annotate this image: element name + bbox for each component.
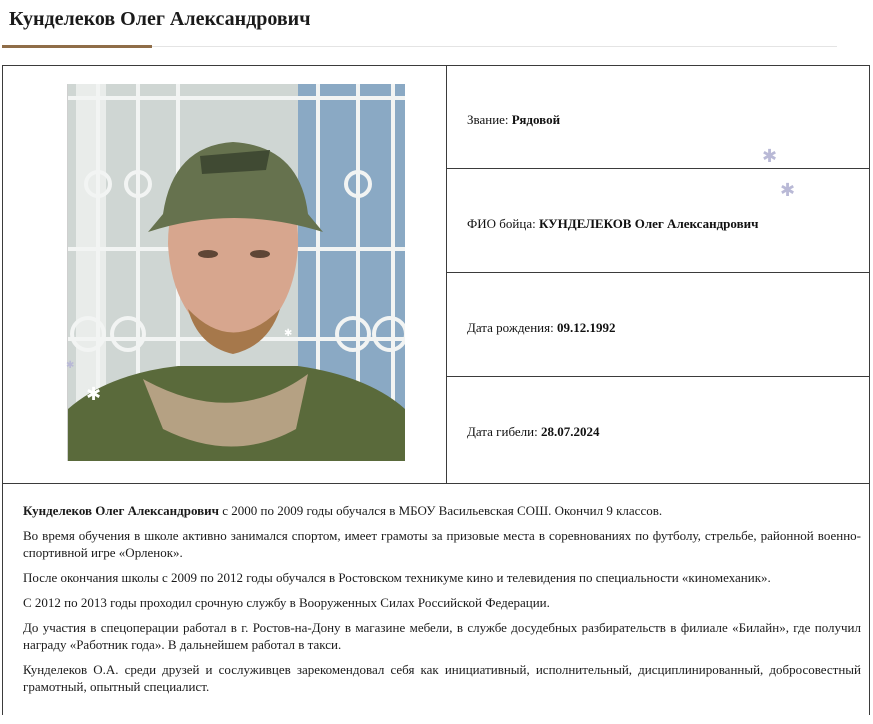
photo-cell	[3, 66, 447, 483]
bio-paragraph-1	[23, 502, 861, 519]
snowflake-icon: ✱	[284, 328, 293, 339]
bio-paragraph-3: После окончания школы с 2009 по 2012 годы обучался в Ростовском техникуме кино и телевидения по специальности «киномеханик».	[23, 570, 771, 585]
bio-name: Кунделеков Олег Александрович	[23, 503, 219, 518]
title-divider	[152, 46, 837, 47]
snowflake-icon: ✱	[780, 180, 796, 201]
bio-paragraph-6: Кунделеков О.А. среди друзей и сослуживцев зарекомендовал себя как инициативный, исполнительный, дисциплинированный, добросовестный грамотный, опытный специалист.	[23, 662, 861, 694]
birth-date-label: Дата рождения:	[467, 320, 557, 335]
rank-row	[467, 112, 560, 128]
rank-label: Звание:	[467, 112, 512, 127]
fullname-cell	[447, 170, 869, 273]
biography	[3, 484, 869, 695]
biography-cell	[3, 483, 869, 724]
bio-paragraph-5: До участия в спецоперации работал в г. Ростов-на-Дону в магазине мебели, в службе досудебных разбирательств в филиале «Билайн», где получил награду «Работник года». В дальнейшем работал в такси.	[23, 620, 861, 652]
snowflake-icon: ✱	[762, 146, 778, 167]
title-accent-underline	[2, 45, 152, 48]
bio-paragraph-1-text: с 2000 по 2009 годы обучался в МБОУ Васильевская СОШ. Окончил 9 классов.	[218, 503, 663, 518]
birth-date-cell	[447, 274, 869, 377]
page-title: Кунделеков Олег Александрович	[9, 8, 311, 30]
snowflake-icon: ✱	[86, 384, 102, 405]
death-date-value: 28.07.2024	[540, 424, 600, 439]
bio-paragraph-2: Во время обучения в школе активно занимался спортом, имеет грамоты за призовые места в соревнованиях по футболу, стрельбе, районной военно-спортивной игре «Орленок».	[23, 528, 861, 560]
page-header	[0, 0, 873, 50]
bio-paragraph-4: С 2012 по 2013 годы проходил срочную службу в Вооруженных Силах Российской Федерации.	[23, 595, 550, 610]
rank-value: Рядовой	[511, 112, 561, 127]
fullname-row	[467, 216, 758, 232]
death-date-row	[467, 424, 599, 440]
rank-cell	[447, 66, 869, 169]
fullname-label: ФИО бойца:	[467, 216, 539, 231]
soldier-card	[2, 65, 870, 715]
death-date-label: Дата гибели:	[467, 424, 541, 439]
death-date-cell	[447, 378, 869, 483]
birth-date-row	[467, 320, 615, 336]
soldier-portrait-photo	[67, 84, 405, 461]
snowflake-icon: ✱	[66, 360, 75, 371]
fullname-value: КУНДЕЛЕКОВ Олег Александрович	[538, 216, 759, 231]
birth-date-value: 09.12.1992	[556, 320, 616, 335]
